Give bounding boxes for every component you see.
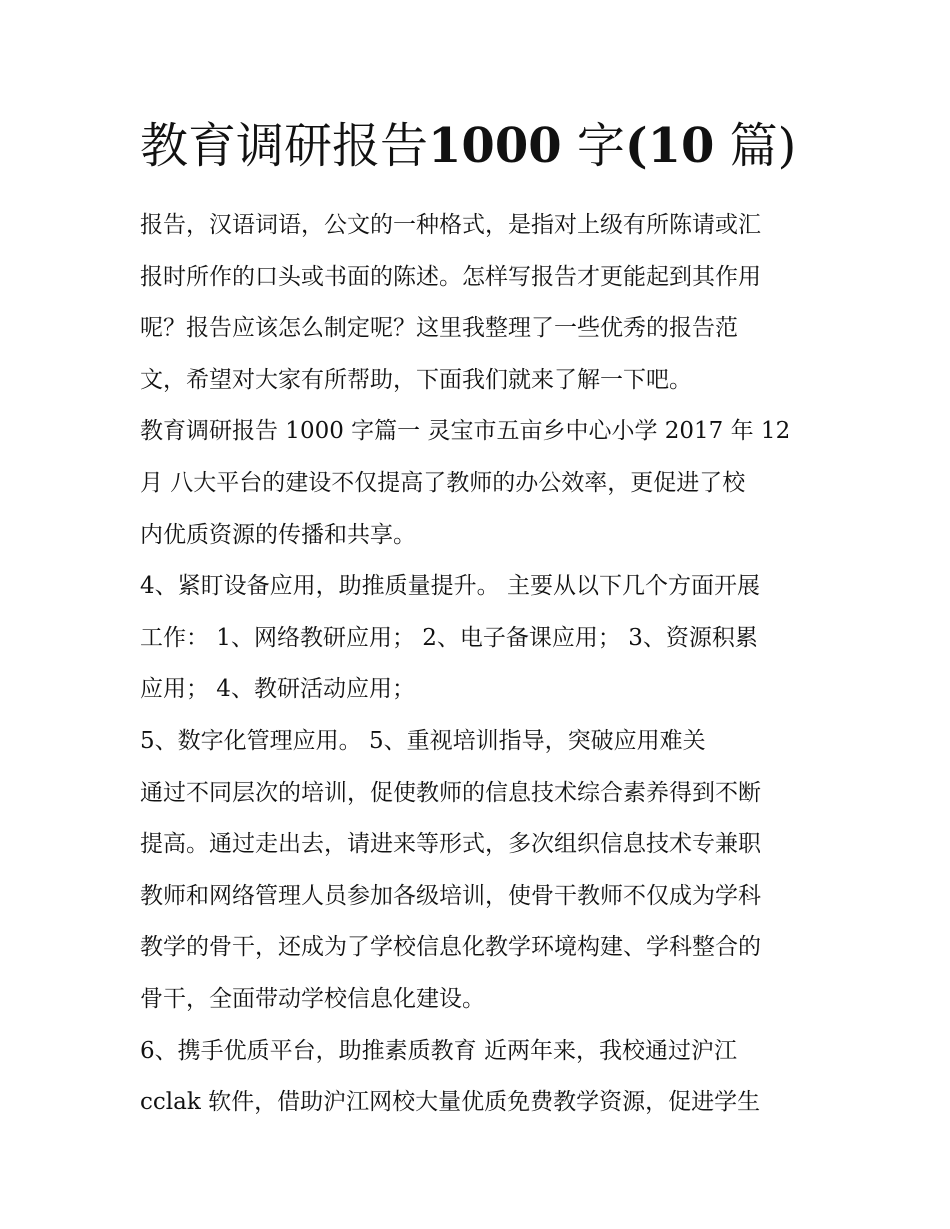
text-line: 5、数字化管理应用。 5、重视培训指导，突破应用难关	[140, 727, 706, 754]
text-line: 教师和网络管理人员参加各级培训，使骨干教师不仅成为学科	[140, 882, 761, 909]
title-main: 教育调研报告	[140, 118, 429, 174]
page-title	[140, 112, 840, 180]
text-line: 报时所作的口头或书面的陈述。怎样写报告才更能起到其作用	[140, 263, 761, 290]
text-line: 报告，汉语词语，公文的一种格式，是指对上级有所陈请或汇	[140, 212, 761, 238]
text-line: 教育调研报告 1000 字篇一 灵宝市五亩乡中心小学 2017 年 12	[140, 418, 791, 445]
title-count: (10	[624, 118, 715, 174]
text-line: 提高。通过走出去，请进来等形式，多次组织信息技术专兼职	[140, 831, 761, 858]
text-line: 6、携手优质平台，助推素质教育 近两年来，我校通过沪江	[140, 1037, 737, 1064]
document-body	[140, 200, 820, 1129]
text-line: 工作： 1、网络教研应用； 2、电子备课应用； 3、资源积累	[140, 624, 758, 651]
text-line: 4、紧盯设备应用，助推质量提升。 主要从以下几个方面开展	[140, 573, 760, 600]
text-line: cclak 软件，借助沪江网校大量优质免费教学资源，促进学生	[140, 1089, 761, 1116]
text-line: 教学的骨干，还成为了学校信息化教学环境构建、学科整合的	[140, 934, 761, 961]
text-line: 内优质资源的传播和共享。	[140, 521, 416, 548]
text-line: 骨干，全面带动学校信息化建设。	[140, 985, 485, 1012]
text-line: 月 八大平台的建设不仅提高了教师的办公效率，更促进了校	[140, 469, 746, 496]
title-number: 1000	[428, 118, 562, 174]
title-unit: 字	[576, 118, 625, 174]
text-line: 呢？报告应该怎么制定呢？这里我整理了一些优秀的报告范	[140, 315, 738, 342]
text-line: 通过不同层次的培训，促使教师的信息技术综合素养得到不断	[140, 779, 761, 806]
text-line: 应用； 4、教研活动应用；	[140, 676, 415, 703]
text-line: 文，希望对大家有所帮助，下面我们就来了解一下吧。	[140, 366, 692, 393]
title-end: 篇)	[729, 118, 797, 174]
